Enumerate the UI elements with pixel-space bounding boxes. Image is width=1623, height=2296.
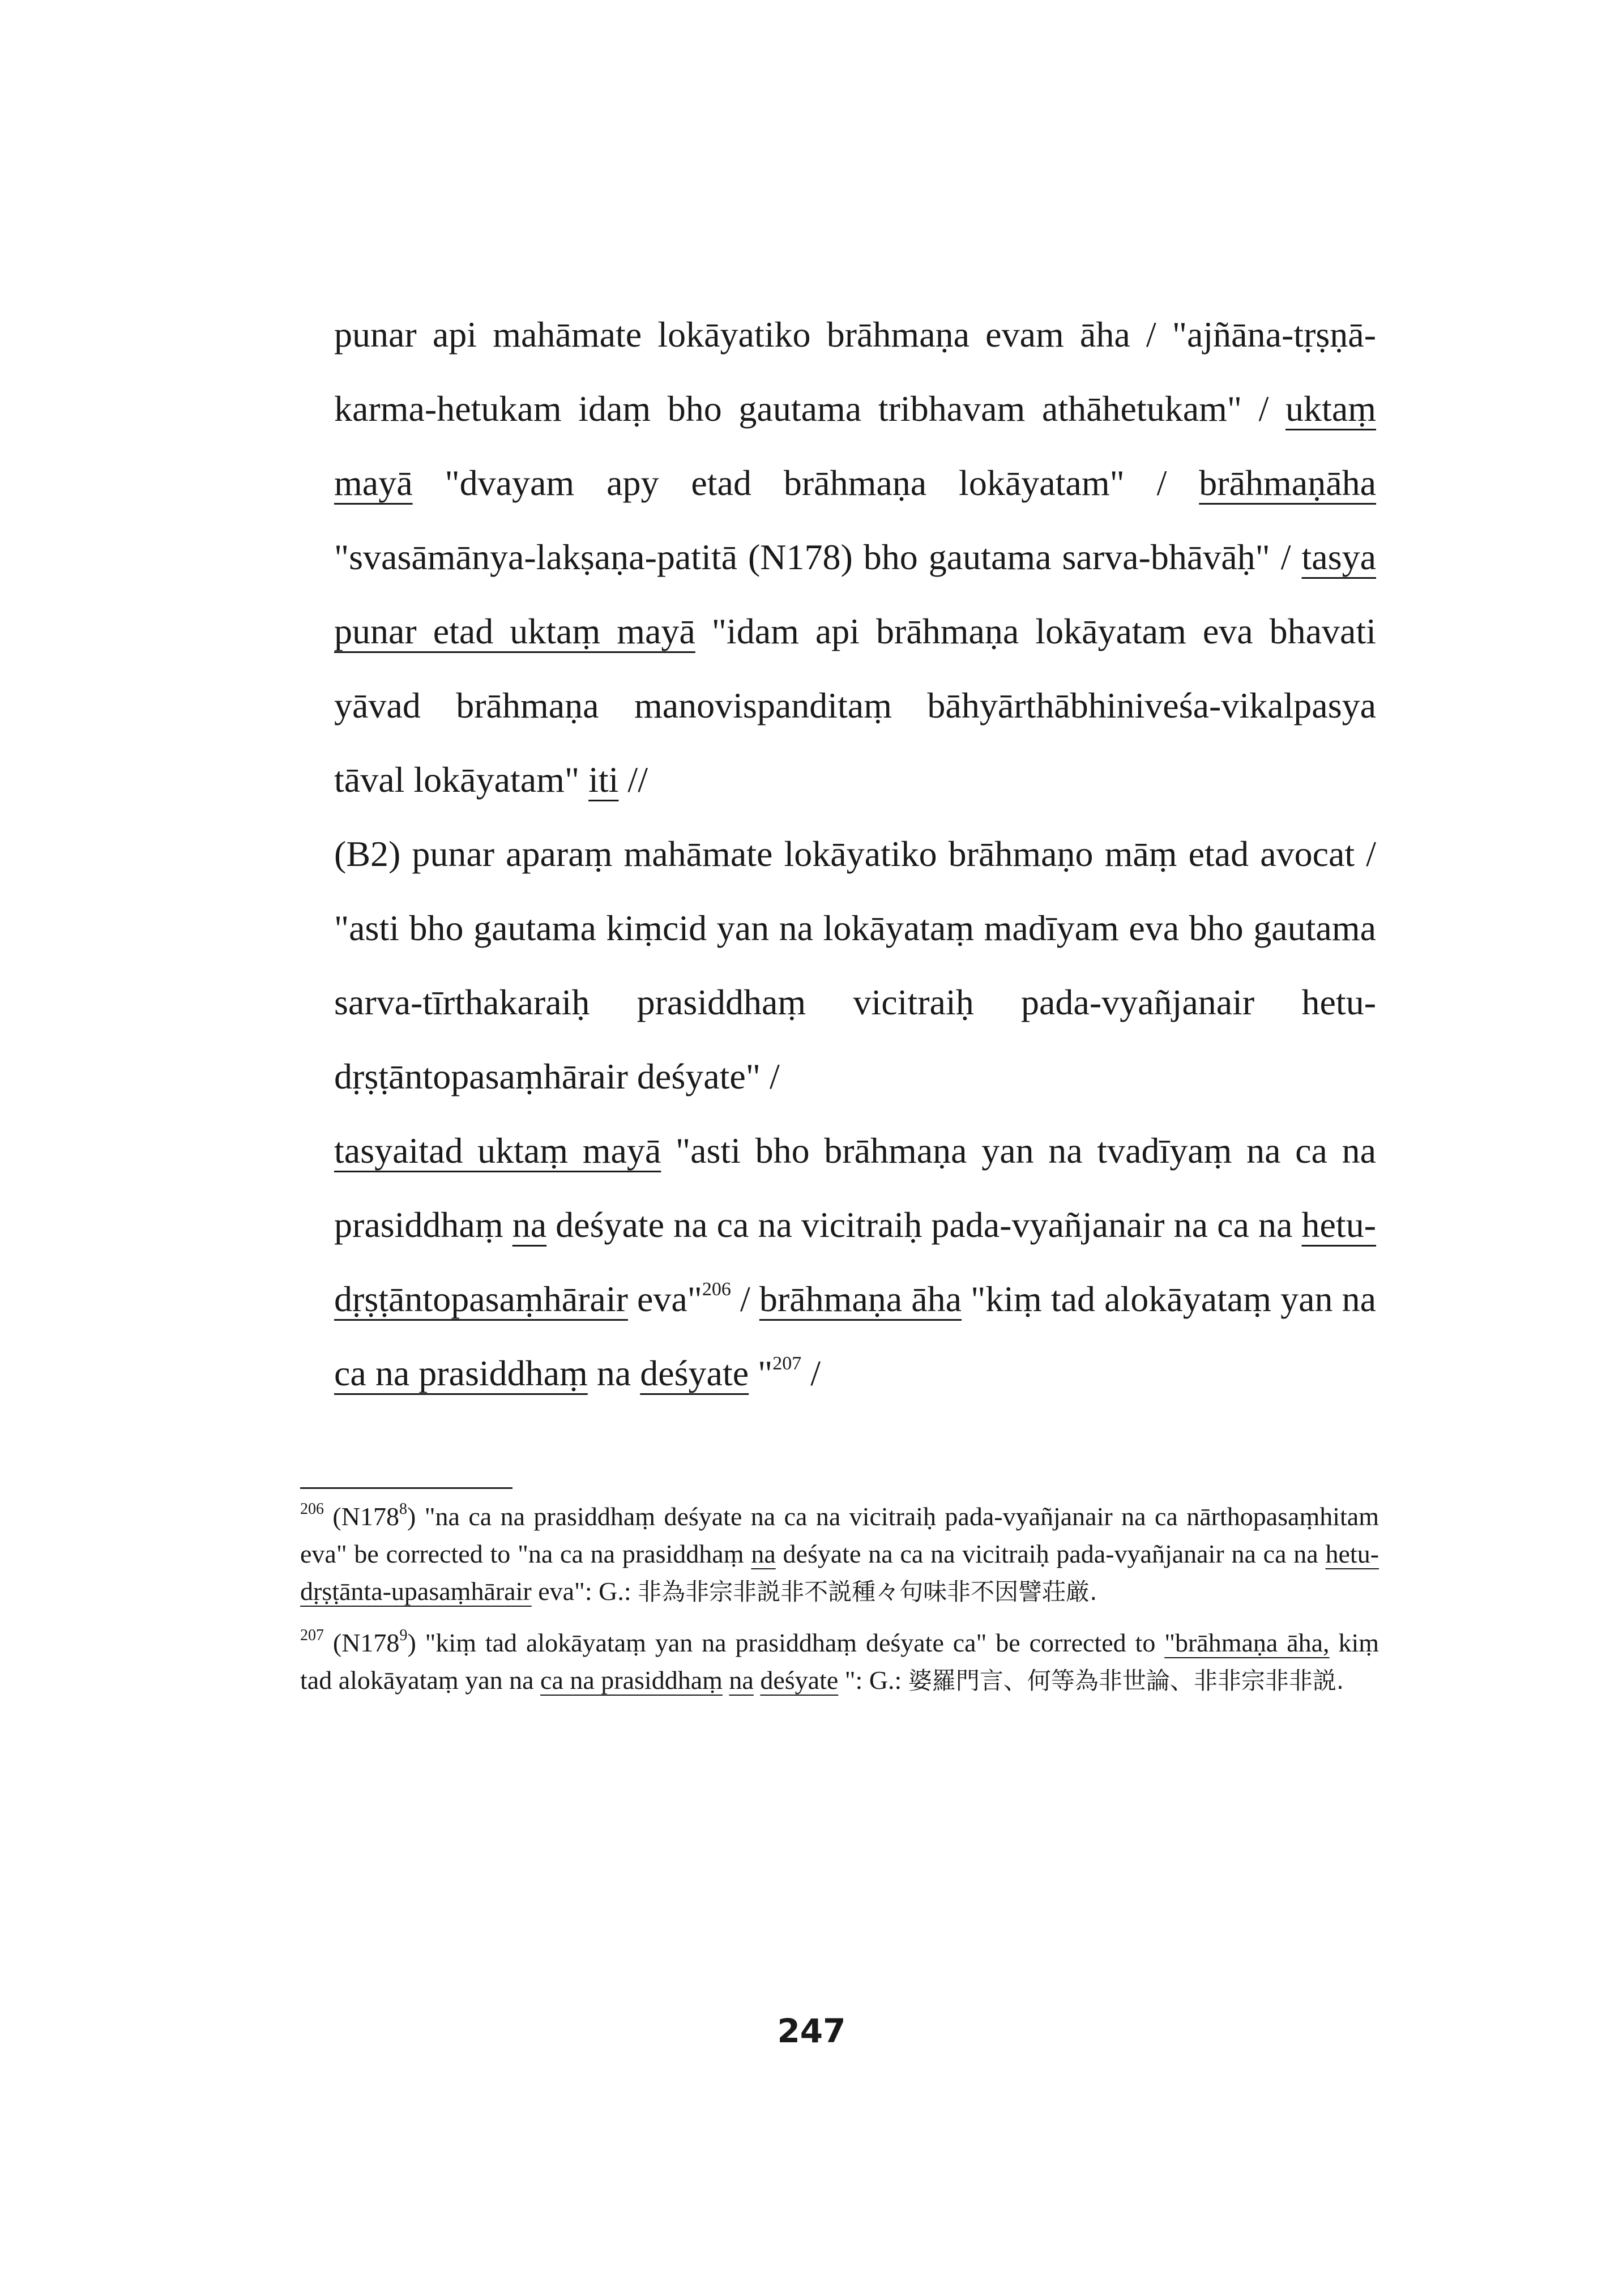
text-run: "idam api brāhmaṇa lokāyatam eva bhavati yāvad brāhmaṇa manovispanditaṃ bāhyārthābhiniveśa-vikalpasya tāval lokāyatam" bbox=[334, 611, 1377, 800]
chinese-text: 婆羅門言、何等為非世論、非非宗非非説. bbox=[908, 1667, 1344, 1695]
underlined-text: na bbox=[751, 1539, 776, 1568]
text-run: "kiṃ tad alokāyataṃ yan na bbox=[962, 1279, 1377, 1319]
underlined-text: na bbox=[512, 1205, 547, 1245]
text-run bbox=[723, 1666, 729, 1695]
footnote-ref-206: 206 bbox=[702, 1279, 731, 1300]
underlined-text: brāhmaṇa āha bbox=[759, 1279, 962, 1319]
underlined-text: deśyate bbox=[760, 1666, 839, 1695]
text-run: deśyate na ca na vicitraiḥ pada-vyañjanair na ca na bbox=[775, 1539, 1326, 1568]
underlined-text: uktaṃ mayā bbox=[334, 389, 1376, 503]
text-run: na bbox=[587, 1353, 640, 1393]
footnote-number: 206 bbox=[300, 1500, 324, 1518]
text-run: (N178 bbox=[324, 1628, 400, 1657]
text-run: " bbox=[749, 1353, 773, 1393]
paragraph-3 bbox=[334, 1113, 1376, 1410]
superscript: 9 bbox=[399, 1627, 408, 1644]
text-run: "dvayam apy etad brāhmaṇa lokāyatam" / bbox=[412, 463, 1199, 503]
footnotes bbox=[300, 1498, 1379, 1713]
footnote-ref-207: 207 bbox=[772, 1353, 802, 1374]
text-run: deśyate na ca na vicitraiḥ pada-vyañjanair na ca na bbox=[546, 1205, 1302, 1245]
footnote-206 bbox=[300, 1498, 1379, 1611]
chinese-text: 非為非宗非説非不説種々句味非不因譬荘厳. bbox=[638, 1578, 1097, 1606]
underlined-text: iti bbox=[588, 759, 619, 800]
page-number: 247 bbox=[777, 2012, 846, 2050]
text-run: // bbox=[618, 759, 648, 800]
text-run: eva": G.: bbox=[531, 1577, 638, 1606]
underlined-text: ca na prasiddhaṃ bbox=[540, 1666, 723, 1695]
text-run: "asti bho brāhmaṇa yan na tvadīyaṃ na ca na prasiddhaṃ bbox=[334, 1130, 1377, 1245]
text-run: ) "na ca na prasiddhaṃ deśyate na ca na vicitraiḥ pada-vyañjanair na ca nārthopasaṃhitam eva" be corrected to "na ca na prasiddhaṃ bbox=[300, 1502, 1379, 1568]
footnote-separator bbox=[300, 1487, 512, 1489]
text-run: kiṃ tad alokāyataṃ yan na bbox=[300, 1628, 1379, 1695]
text-run: (N178 bbox=[324, 1502, 399, 1531]
underlined-text: ca na prasiddhaṃ bbox=[334, 1353, 588, 1393]
text-run: / bbox=[731, 1279, 759, 1319]
text-run: ": G.: bbox=[838, 1666, 908, 1695]
text-run: / bbox=[801, 1353, 821, 1393]
underlined-text: na bbox=[729, 1666, 754, 1695]
underlined-text: deśyate bbox=[640, 1353, 749, 1393]
text-run bbox=[754, 1666, 761, 1695]
text-run: "svasāmānya-lakṣaṇa-patitā (N178) bho gautama sarva-bhāvāḥ" / bbox=[334, 537, 1302, 577]
text-run: punar api mahāmate lokāyatiko brāhmaṇa evam āha / "ajñāna-tṛṣṇā-karma-hetukam idaṃ bho gautama tribhavam athāhetukam" / bbox=[334, 314, 1376, 429]
underlined-text: tasyaitad uktaṃ mayā bbox=[334, 1130, 661, 1171]
paragraph-2 bbox=[334, 817, 1376, 1113]
paragraph-1 bbox=[334, 297, 1376, 817]
text-run: eva" bbox=[627, 1279, 702, 1319]
underlined-text: tasya punar etad uktaṃ mayā bbox=[334, 537, 1376, 651]
underlined-text: brāhmaṇāha bbox=[1199, 463, 1376, 503]
footnote-number: 207 bbox=[300, 1627, 324, 1644]
underlined-text: hetu-dṛṣṭāntopasaṃhārair bbox=[334, 1205, 1377, 1319]
underlined-text: "brāhmaṇa āha, bbox=[1164, 1628, 1330, 1657]
text-run: ) "kiṃ tad alokāyataṃ yan na prasiddhaṃ deśyate ca" be corrected to bbox=[407, 1628, 1165, 1657]
text-run: (B2) punar aparaṃ mahāmate lokāyatiko brāhmaṇo māṃ etad avocat / "asti bho gautama kiṃcid yan na lokāyataṃ madīyam eva bho gautama sarva-tīrthakaraiḥ prasiddhaṃ vicitraiḥ pada-vyañjanair hetu-dṛṣṭāntopasaṃhārair deśyate" / bbox=[334, 834, 1376, 1096]
underlined-text: hetu-dṛṣṭānta-upasaṃhārair bbox=[300, 1539, 1379, 1606]
superscript: 8 bbox=[399, 1500, 407, 1518]
main-text bbox=[334, 297, 1376, 1410]
footnote-207 bbox=[300, 1624, 1379, 1700]
